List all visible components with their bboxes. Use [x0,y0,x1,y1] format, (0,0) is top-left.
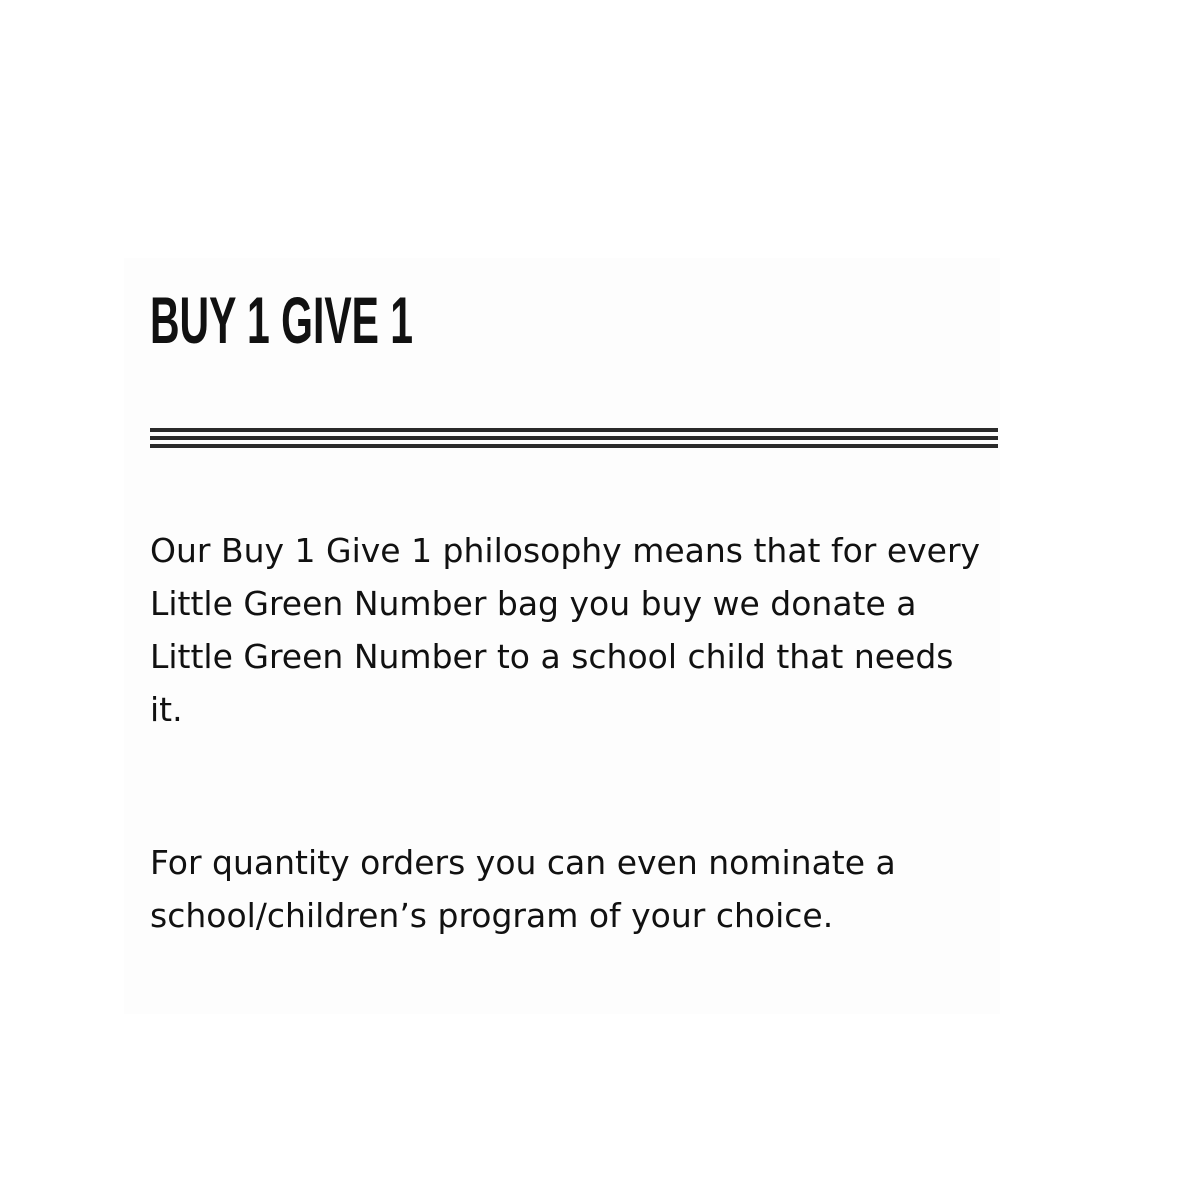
divider-line [150,444,998,448]
divider-line [150,436,998,440]
quantity-orders-paragraph: For quantity orders you can even nominate a school/children’s program of your choice. [150,843,896,935]
divider-line [150,428,998,432]
page-title: BUY 1 GIVE 1 [150,283,414,357]
triple-line-divider [150,428,998,448]
content-card [124,258,1000,1014]
philosophy-paragraph: Our Buy 1 Give 1 philosophy means that for every Little Green Number bag you buy we donate a Little Green Number to a school child that needs it. [150,531,981,729]
